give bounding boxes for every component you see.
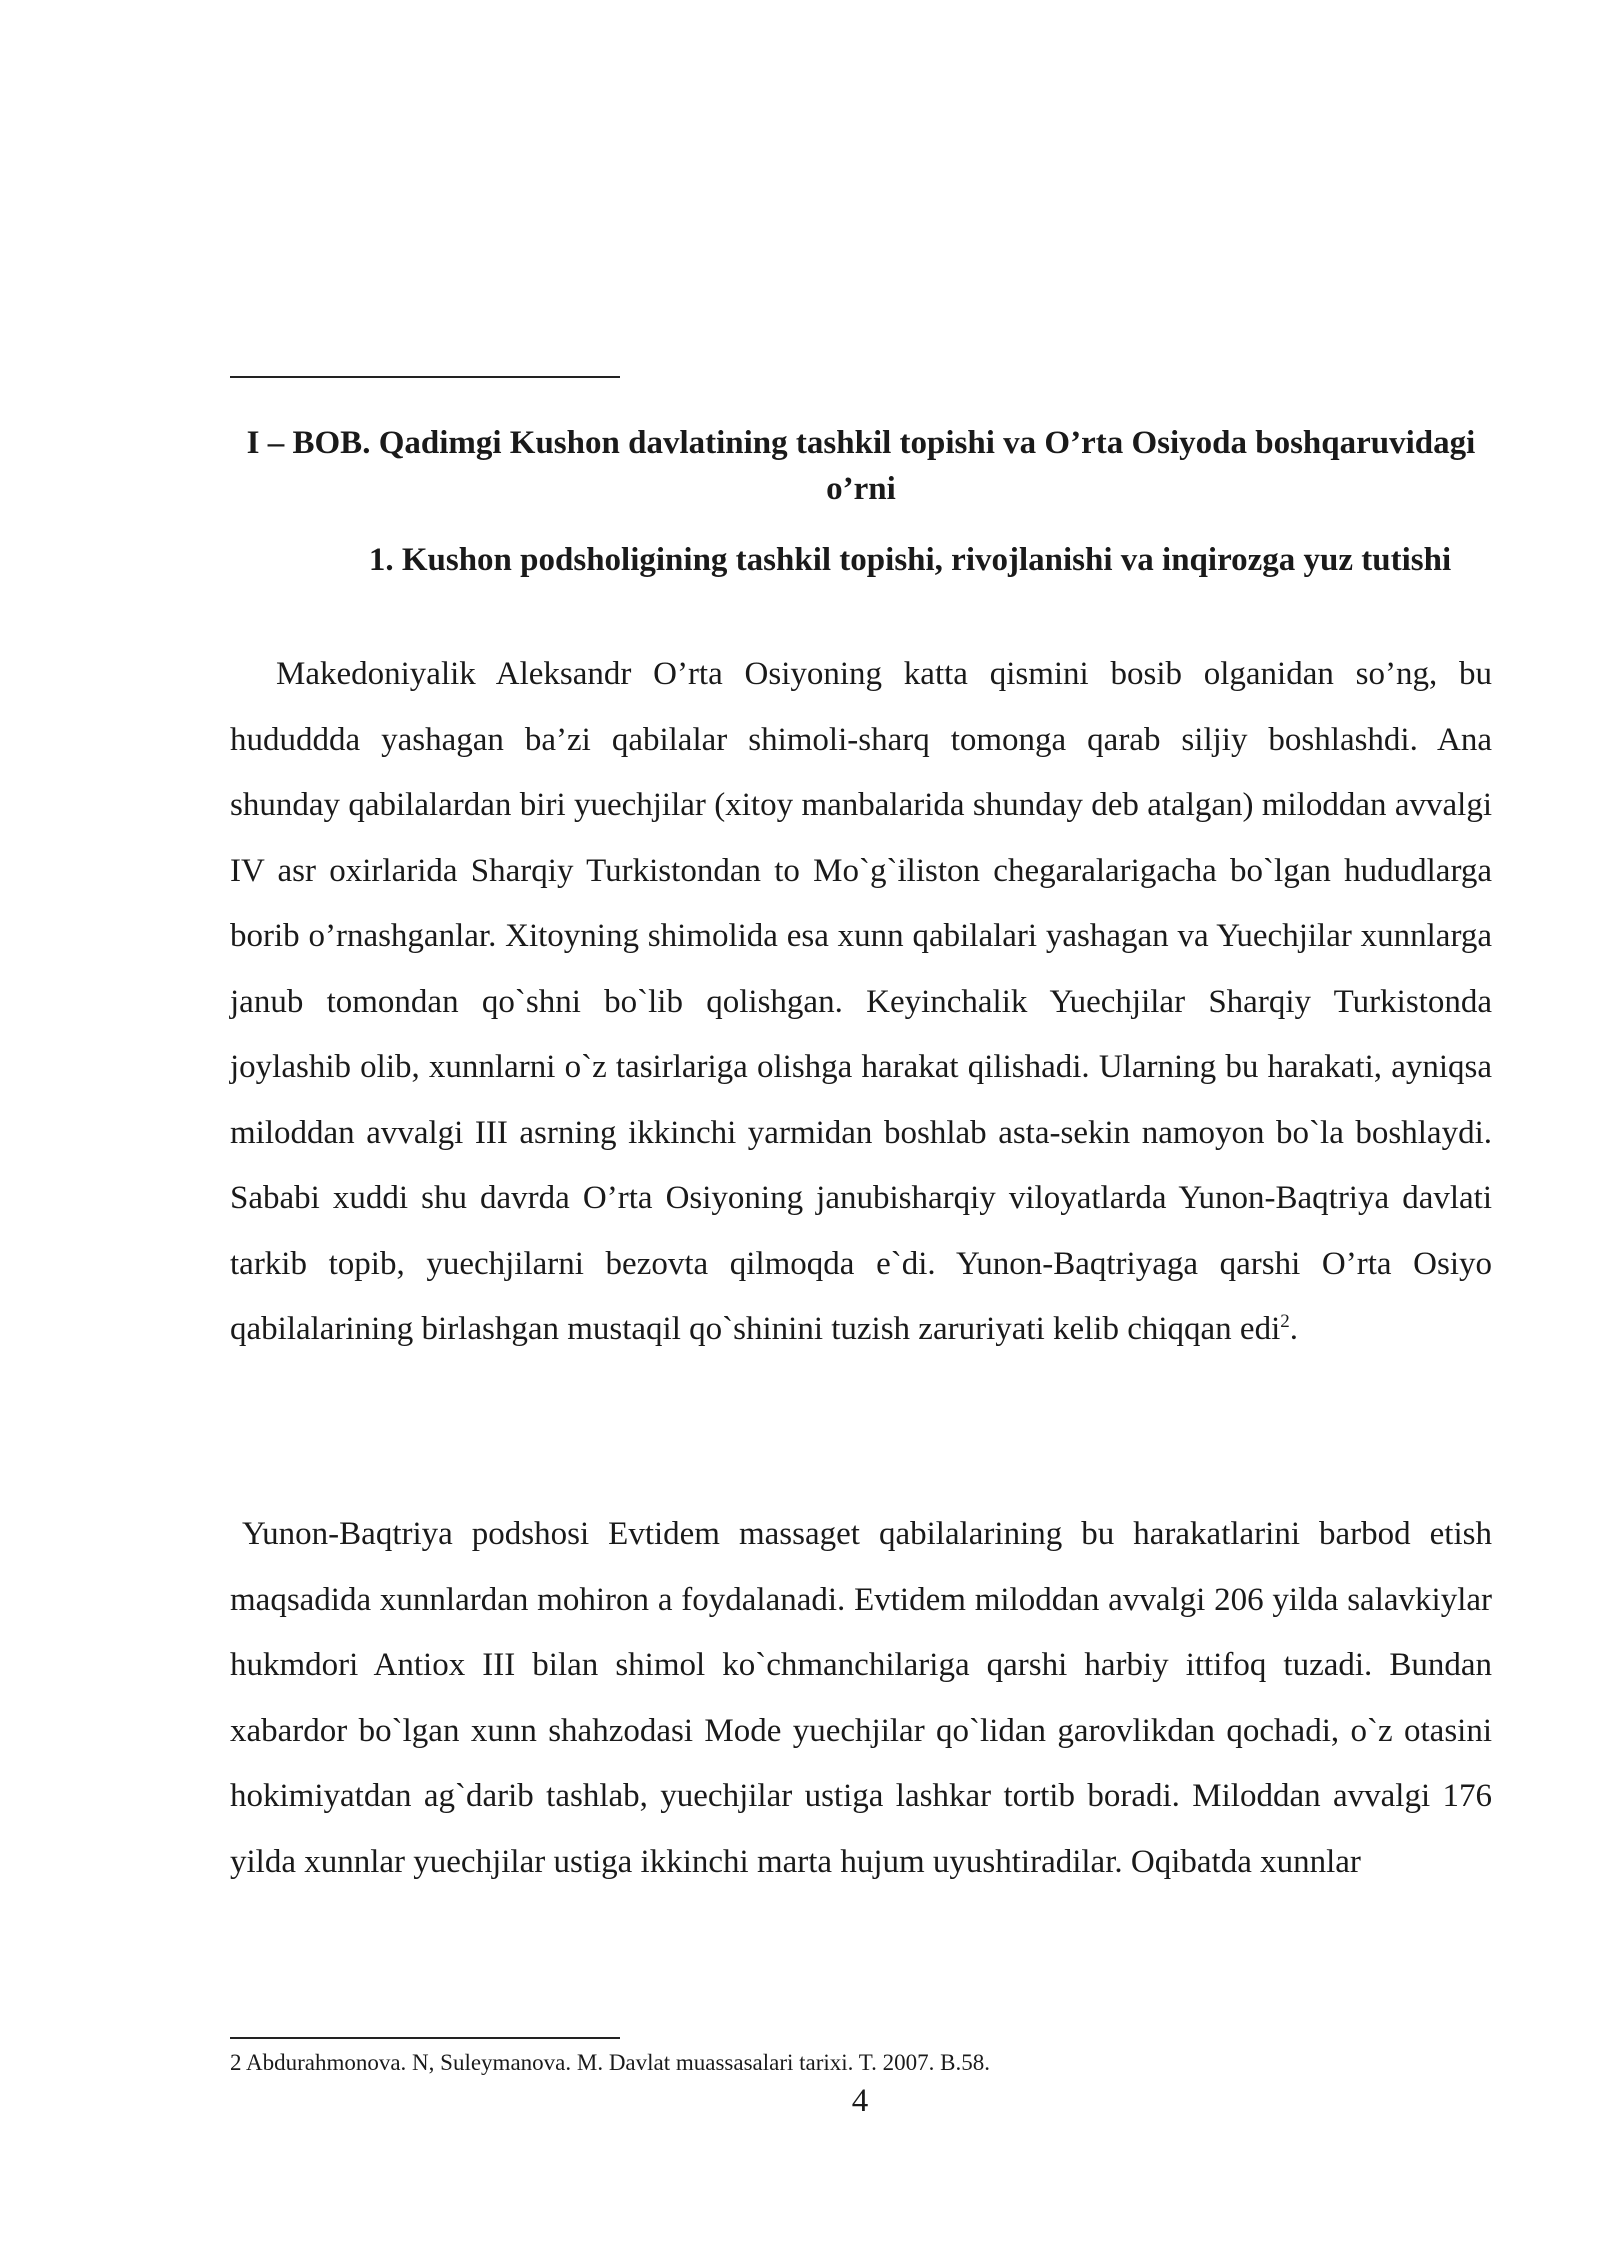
body-paragraph-1	[230, 642, 1492, 1363]
body-paragraph-2: Yunon-Baqtriya podshosi Evtidem massaget qabilalarining bu harakatlarini barbod etish maqsadida xunnlardan mohiron a foydalanadi. Evtidem miloddan avvalgi 206 yilda salavkiylar hukmdori Antiox III bilan shimol ko`chmanchilariga qarshi harbiy ittifoq tuzadi. Bundan xabardor bo`lgan xunn shahzodasi Mode yuechjilar qo`lidan garovlikdan qochadi, o`z otasini hokimiyatdan ag`darib tashlab, yuechjilar ustiga lashkar tortib boradi. Miloddan avvalgi 176 yilda xunnlar yuechjilar ustiga ikkinchi marta hujum uyushtiradilar. Oqibatda xunnlar	[230, 1516, 1492, 1880]
footnote-separator-line	[230, 2037, 620, 2039]
chapter-title: I – BOB. Qadimgi Kushon davlatining tashkil topishi va O’rta Osiyoda boshqaruvidagi o’rni	[246, 425, 1476, 507]
paragraph-1-ending: .	[1289, 1311, 1298, 1347]
footnote-text: 2 Abdurahmonova. N, Suleymanova. M. Davlat muassasalari tarixi. T. 2007. B.58.	[230, 2050, 990, 2075]
top-separator-line	[230, 376, 620, 378]
footnote-reference[interactable]: 2	[1280, 1311, 1290, 1332]
page-number: 4	[851, 2083, 869, 2119]
paragraph-1-text: Makedoniyalik Aleksandr O’rta Osiyoning katta qismini bosib olganidan so’ng, bu hududdda yashagan ba’zi qabilalar shimoli-sharq tomonga qarab siljiy boshlashdi. Ana shunday qabilalardan biri yuechjilar (xitoy manbalarida shunday deb atalgan) miloddan avvalgi IV asr oxirlarida Sharqiy Turkistondan to Mo`g`iliston chegaralarigacha bo`lgan hududlarga borib o’rnashganlar. Xitoyning shimolida esa xunn qabilalari yashagan va Yuechjilar xunnlarga janub tomondan qo`shni bo`lib qolishgan. Keyinchalik Yuechjilar Sharqiy Turkistonda joylashib olib, xunnlarni o`z tasirlariga olishga harakat qilishadi. Ularning bu harakati, ayniqsa miloddan avvalgi III asrning ikkinchi yarmidan boshlab asta-sekin namoyon bo`la boshlaydi. Sababi xuddi shu davrda O’rta Osiyoning janubisharqiy viloyatlarda Yunon-Baqtriya davlati tarkib topib, yuechjilarni bezovta qilmoqda e`di. Yunon-Baqtriyaga qarshi O’rta Osiyo qabilalarining birlashgan mustaqil qo`shinini tuzish zaruriyati kelib chiqqan edi	[230, 656, 1492, 1347]
section-title: 1. Kushon podsholigining tashkil topishi, rivojlanishi va inqirozga yuz tutishi	[368, 542, 1452, 578]
